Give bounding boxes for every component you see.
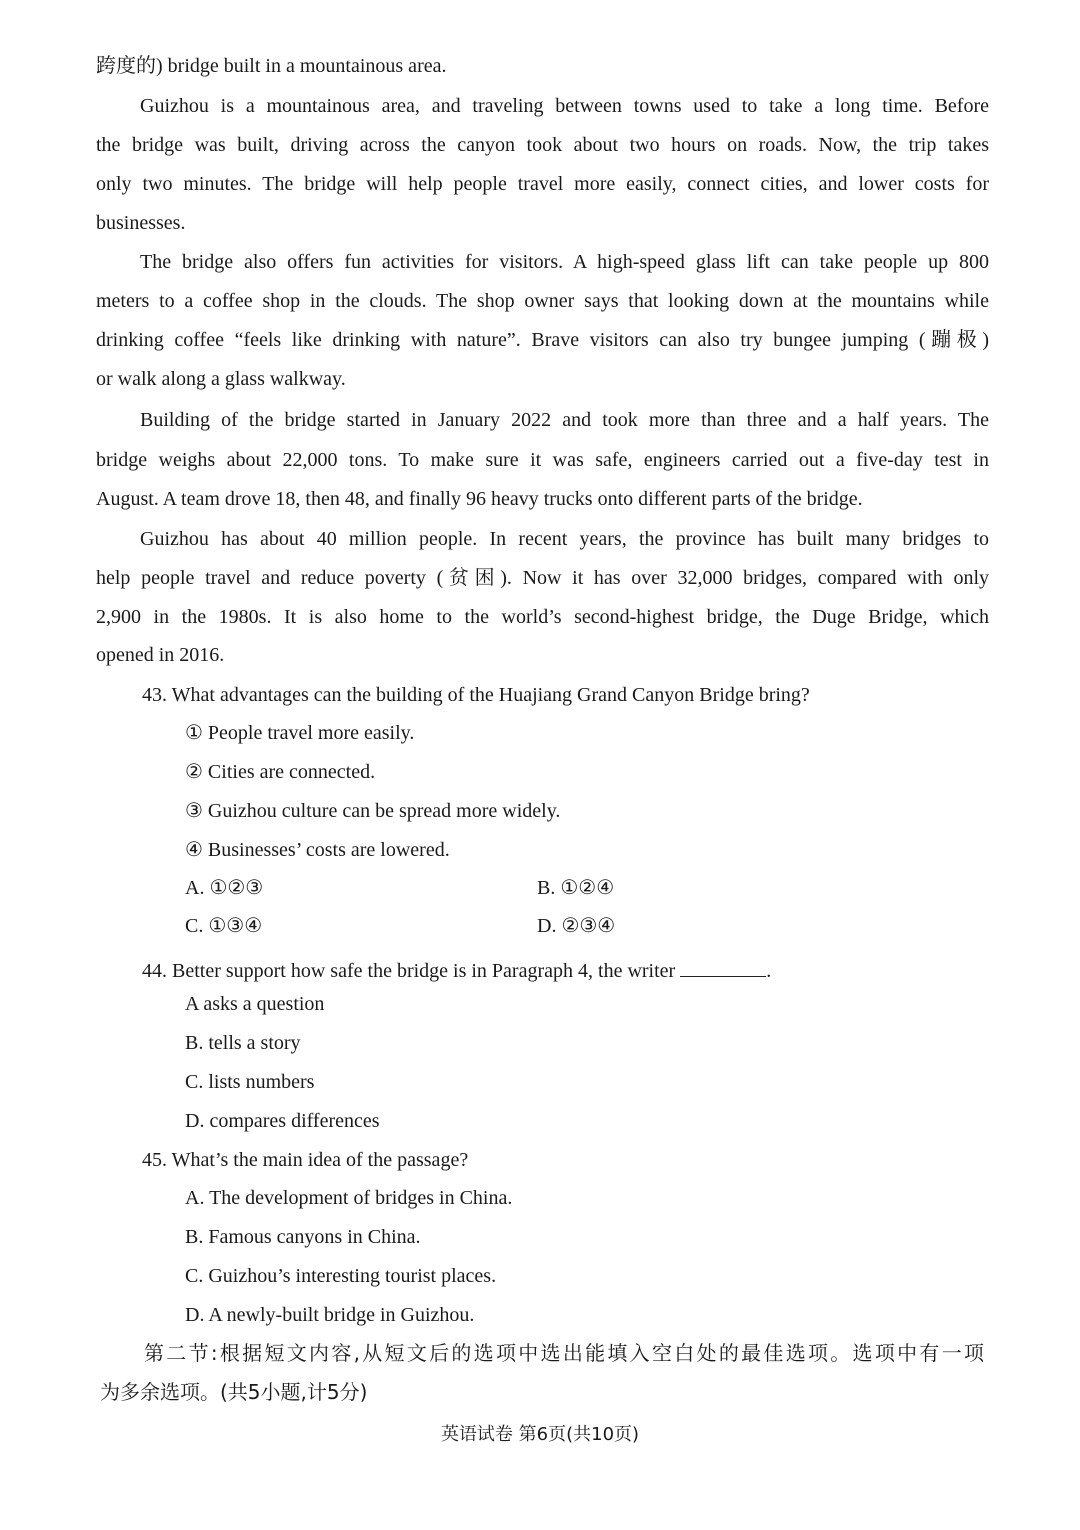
passage-line: meters to a coffee shop in the clouds. The shop owner says that looking down at the mountains while [96, 290, 989, 312]
question-45-choice-c: C. Guizhou’s interesting tourist places. [185, 1265, 497, 1287]
question-45-choice-d: D. A newly-built bridge in Guizhou. [185, 1304, 475, 1326]
page-footer: 英语试卷 第6页(共10页) [440, 1424, 640, 1445]
question-44-stem [142, 958, 771, 981]
passage-line: opened in 2016. [96, 644, 225, 666]
question-43-item: ① People travel more easily. [185, 722, 415, 744]
passage-line: the bridge was built, driving across the canyon took about two hours on roads. Now, the trip takes [96, 134, 989, 156]
question-43-choice-d: D. ②③④ [537, 915, 616, 937]
passage-line: The bridge also offers fun activities for visitors. A high-speed glass lift can take people up 800 [140, 251, 989, 273]
passage-line: August. A team drove 18, then 48, and finally 96 heavy trucks onto different parts of the bridge. [96, 488, 863, 510]
passage-line: 跨度的) bridge built in a mountainous area. [96, 55, 447, 77]
question-45-choice-a: A. The development of bridges in China. [185, 1187, 513, 1209]
passage-line: drinking coffee “feels like drinking with nature”. Brave visitors can also try bungee jumping (蹦极) [96, 329, 989, 351]
question-44-choice-c: C. lists numbers [185, 1071, 315, 1093]
question-44-choice-b: B. tells a story [185, 1032, 301, 1054]
passage-line: Building of the bridge started in January 2022 and took more than three and a half years. The [140, 409, 989, 431]
passage-line: businesses. [96, 212, 186, 234]
question-45-choice-b: B. Famous canyons in China. [185, 1226, 421, 1248]
passage-line: bridge weighs about 22,000 tons. To make sure it was safe, engineers carried out a five-day test in [96, 449, 989, 471]
question-44-choice-d: D. compares differences [185, 1110, 380, 1132]
question-45-stem: 45. What’s the main idea of the passage? [142, 1149, 469, 1171]
question-43-choice-b: B. ①②④ [537, 877, 615, 899]
question-43-choice-a: A. ①②③ [185, 877, 264, 899]
passage-line: Guizhou has about 40 million people. In recent years, the province has built many bridges to [140, 528, 989, 550]
question-43-choice-c: C. ①③④ [185, 915, 263, 937]
passage-line: 2,900 in the 1980s. It is also home to the world’s second-highest bridge, the Duge Bridge, which [96, 606, 989, 628]
passage-line: only two minutes. The bridge will help people travel more easily, connect cities, and lower costs for [96, 173, 989, 195]
question-44-end: . [766, 960, 772, 982]
passage-line: or walk along a glass walkway. [96, 368, 346, 390]
question-44-text: 44. Better support how safe the bridge is in Paragraph 4, the writer [142, 960, 676, 982]
question-43-item: ④ Businesses’ costs are lowered. [185, 839, 450, 861]
question-44-choice-a: A asks a question [185, 993, 325, 1015]
question-43-item: ③ Guizhou culture can be spread more widely. [185, 800, 561, 822]
section-2-instructions: 第二节:根据短文内容,从短文后的选项中选出能填入空白处的最佳选项。选项中有一项 [144, 1341, 984, 1365]
section-2-instructions-cont: 为多余选项。(共5小题,计5分) [100, 1380, 368, 1404]
passage-line: help people travel and reduce poverty (贫困). Now it has over 32,000 bridges, compared with only [96, 567, 989, 589]
answer-blank [680, 958, 766, 977]
question-43-item: ② Cities are connected. [185, 761, 376, 783]
passage-line: Guizhou is a mountainous area, and traveling between towns used to take a long time. Before [140, 95, 989, 117]
question-43-stem: 43. What advantages can the building of the Huajiang Grand Canyon Bridge bring? [142, 684, 810, 706]
